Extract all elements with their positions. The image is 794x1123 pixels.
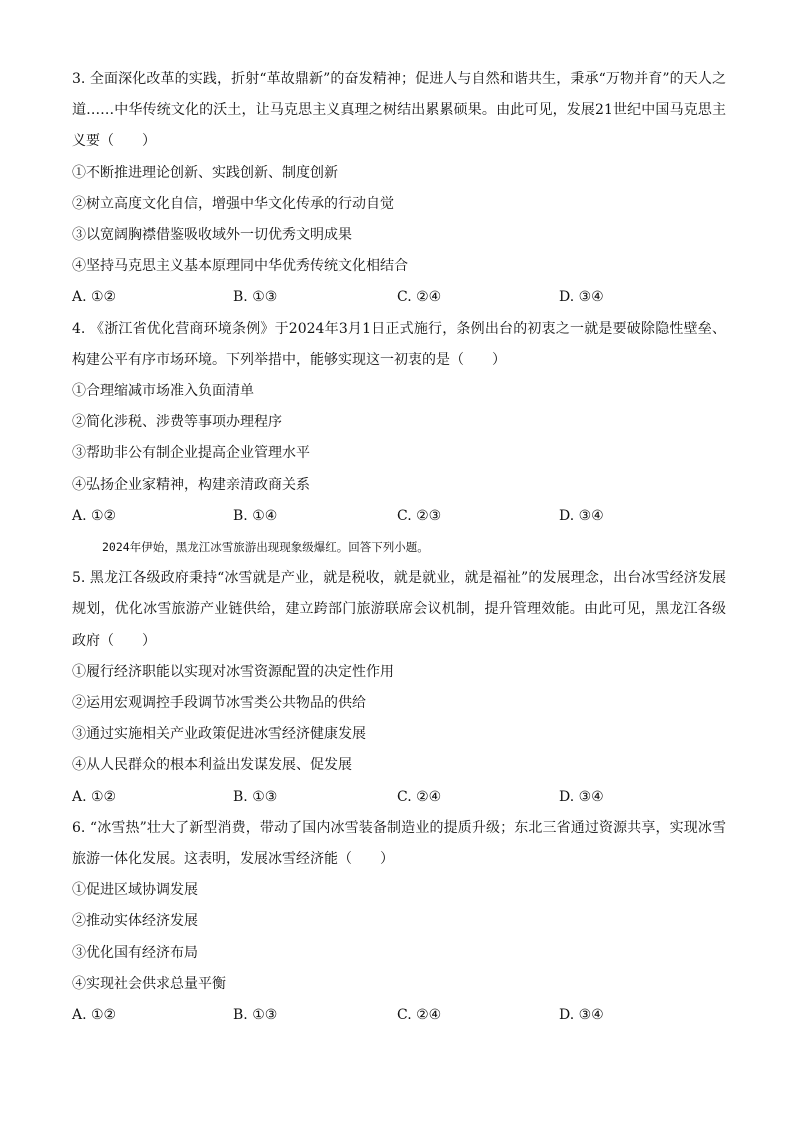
choice-b: B. ①③: [233, 289, 278, 306]
question-stem: 3. 全面深化改革的实践，折射“革故鼎新”的奋发精神；促进人与自然和谐共生，秉承“万物并育”的天人之道……中华传统文化的沃土，让马克思主义真理之树结出累累硕果。由此可见，发展21世纪中国马克思主义要（ ）: [72, 71, 726, 150]
choice-d: D. ③④: [559, 507, 604, 524]
choice-d: D. ③④: [559, 1007, 604, 1024]
option-1: ①促进区域协调发展: [72, 882, 198, 899]
option-1: ①不断推进理论创新、实践创新、制度创新: [72, 164, 338, 181]
choice-b: B. ①④: [233, 507, 278, 524]
answer-choices: [72, 1000, 726, 1031]
choice-b: B. ①③: [233, 1007, 278, 1024]
choice-c: C. ②④: [397, 1007, 442, 1024]
option-3: ③以宽阔胸襟借鉴吸收域外一切优秀文明成果: [72, 227, 352, 244]
choice-c: C. ②③: [397, 507, 442, 524]
choice-a: A. ①②: [72, 1007, 117, 1024]
option-2: ②简化涉税、涉费等事项办理程序: [72, 414, 282, 431]
question-6: [72, 813, 726, 1031]
question-stem: 4. 《浙江省优化营商环境条例》于2024年3月1日正式施行，条例出台的初衷之一就是要破除隐性壁垒、构建公平有序市场环境。下列举措中，能够实现这一初衷的是（ ）: [72, 320, 726, 368]
exam-page: [72, 64, 726, 1031]
question-4: [72, 314, 726, 532]
option-2: ②树立高度文化自信，增强中华文化传承的行动自觉: [72, 195, 394, 212]
option-1: ①履行经济职能以实现对冰雪资源配置的决定性作用: [72, 663, 394, 680]
option-3: ③优化国有经济布局: [72, 944, 198, 961]
answer-choices: [72, 501, 726, 532]
choice-a: A. ①②: [72, 289, 117, 306]
option-2: ②运用宏观调控手段调节冰雪类公共物品的供给: [72, 695, 366, 712]
choice-c: C. ②④: [397, 289, 442, 306]
material-intro: 2024年伊始，黑龙江冰雪旅游出现现象级爆红。回答下列小题。: [102, 540, 429, 555]
choice-a: A. ①②: [72, 788, 117, 805]
option-1: ①合理缩减市场准入负面清单: [72, 383, 254, 400]
choice-d: D. ③④: [559, 788, 604, 805]
question-5: [72, 563, 726, 813]
question-3: [72, 64, 726, 314]
option-4: ④坚持马克思主义基本原理同中华优秀传统文化相结合: [72, 258, 408, 275]
answer-choices: [72, 782, 726, 813]
answer-choices: [72, 282, 726, 313]
choice-d: D. ③④: [559, 289, 604, 306]
option-4: ④从人民群众的根本利益出发谋发展、促发展: [72, 757, 352, 774]
option-3: ③通过实施相关产业政策促进冰雪经济健康发展: [72, 726, 366, 743]
choice-b: B. ①③: [233, 788, 278, 805]
question-stem: 5. 黑龙江各级政府秉持“冰雪就是产业，就是税收，就是就业，就是福祉”的发展理念，出台冰雪经济发展规划，优化冰雪旅游产业链供给，建立跨部门旅游联席会议机制，提升管理效能。由此可见，黑龙江各级政府（ ）: [72, 570, 726, 649]
question-stem: 6. “冰雪热”壮大了新型消费，带动了国内冰雪装备制造业的提质升级；东北三省通过资源共享，实现冰雪旅游一体化发展。这表明，发展冰雪经济能（ ）: [72, 819, 726, 868]
option-4: ④实现社会供求总量平衡: [72, 975, 226, 992]
option-3: ③帮助非公有制企业提高企业管理水平: [72, 445, 310, 462]
choice-a: A. ①②: [72, 507, 117, 524]
choice-c: C. ②④: [397, 788, 442, 805]
option-4: ④弘扬企业家精神，构建亲清政商关系: [72, 476, 310, 493]
option-2: ②推动实体经济发展: [72, 913, 198, 930]
